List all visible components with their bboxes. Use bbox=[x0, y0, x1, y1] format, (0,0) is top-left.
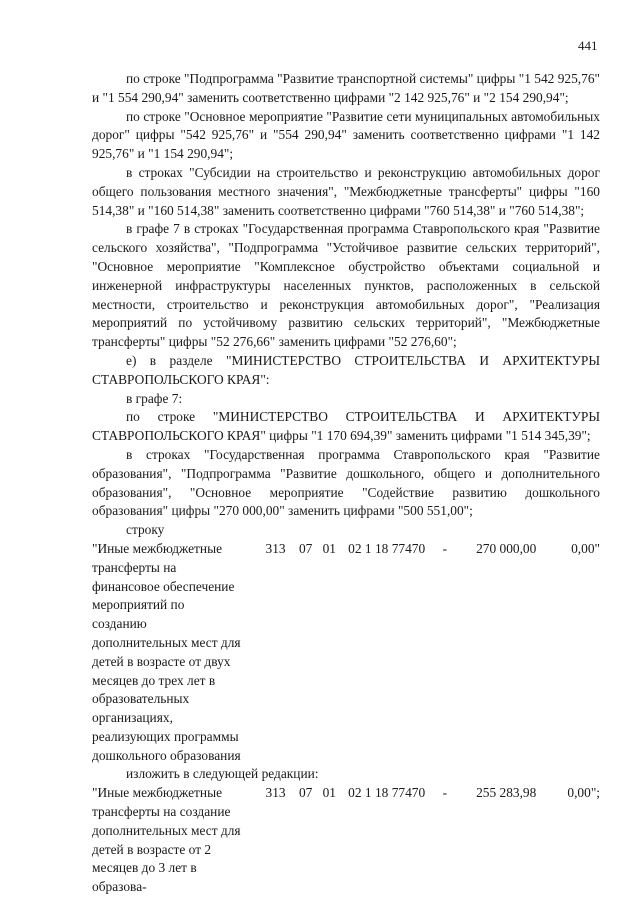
row-new-amount-2: 0,00"; bbox=[567, 785, 601, 801]
row-new-section-code: 07 bbox=[298, 785, 313, 801]
row-old-ministry-code: 313 bbox=[265, 540, 286, 556]
row-new-ministry-code: 313 bbox=[265, 785, 286, 801]
paragraph-new-edition: изложить в следующей редакции: bbox=[126, 766, 319, 782]
paragraph-road-network: по строке "Основное мероприятие "Развитие сети муниципальных автомобильных дорог" цифры "542 925,76" и "554 290,94" заменить соответственно цифрами "1 142 925,76" и "1 154 290,94"; bbox=[92, 108, 600, 162]
row-old-subsection-code: 01 bbox=[322, 540, 336, 556]
row-old-target-article: 02 1 18 77470 bbox=[348, 540, 426, 556]
row-new-subsection-code: 01 bbox=[322, 785, 336, 801]
paragraph-transport-subprogram: по строке "Подпрограмма "Развитие транспортной системы" цифры "1 542 925,76" и "1 554 290,94" заменить соответственно цифрами "2 142 925,76" и "2 154 290,94"; bbox=[92, 71, 600, 105]
page-number: 441 bbox=[578, 38, 598, 53]
paragraph-ministry-row: по строке "МИНИСТЕРСТВО СТРОИТЕЛЬСТВА И АРХИТЕКТУРЫ СТАВРОПОЛЬСКОГО КРАЯ" цифры "1 170 694,39" заменить цифрами "1 514 345,39"; bbox=[92, 409, 600, 444]
paragraph-agriculture-program: в графе 7 в строках "Государственная программа Ставропольского края "Развитие сельского хозяйства", "Подпрограмма "Устойчивое развитие сельских территорий", "Основное мероприятие "Комплексное обустройство объектами социальной и инженерной инфраструктуры населенных пунктов, расположенных в сельской местности, строительство и реконструкция автомобильных дорог", "Реализация мероприятий по устойчивому развитию сельских территорий", "Межбюджетные трансферты" цифры "52 276,66" заменить цифрами "52 276,60"; bbox=[92, 221, 600, 350]
row-old-expense-type: - bbox=[442, 540, 448, 556]
paragraph-education-program: в строках "Государственная программа Ставропольского края "Развитие образования", "Подпрограмма "Развитие дошкольного, общего и дополнительного образования", "Основное мероприятие "Содействие развитию дошкольного образования" цифры "270 000,00" заменить цифрами "500 551,00"; bbox=[92, 446, 600, 519]
paragraph-road-subsidies: в строках "Субсидии на строительство и реконструкцию автомобильных дорог общего пользования местного значения", "Межбюджетные трансферты" цифры "160 514,38" и "160 514,38" заменить соответственно цифрами "760 514,38" и "760 514,38"; bbox=[92, 164, 600, 218]
row-new-expense-type: - bbox=[442, 785, 448, 801]
paragraph-column-7: в графе 7: bbox=[126, 390, 183, 406]
row-old-amount-1: 270 000,00 bbox=[476, 540, 537, 556]
row-new-description: "Иные межбюджетные трансферты на создание дополнительных мест для детей в возрасте от 2 месяцев до 3 лет в образова- bbox=[92, 785, 241, 895]
paragraph-row-label: строку bbox=[126, 522, 165, 538]
row-old-section-code: 07 bbox=[298, 540, 313, 556]
table-row-new bbox=[92, 784, 600, 897]
row-new-amount-1: 255 283,98 bbox=[476, 785, 537, 801]
document-body bbox=[92, 70, 600, 897]
row-old-description: "Иные межбюджетные трансферты на финансовое обеспечение мероприятий по созданию дополнительных мест для детей в возрасте от двух месяцев до трех лет в образовательных организациях, реализующих программы дошкольного образования bbox=[92, 540, 241, 763]
section-heading-construction-ministry: е) в разделе "МИНИСТЕРСТВО СТРОИТЕЛЬСТВА И АРХИТЕКТУРЫ СТАВРОПОЛЬСКОГО КРАЯ": bbox=[92, 352, 600, 387]
row-old-amount-2: 0,00" bbox=[571, 540, 601, 556]
row-new-target-article: 02 1 18 77470 bbox=[348, 785, 426, 801]
table-row-old bbox=[92, 540, 600, 766]
